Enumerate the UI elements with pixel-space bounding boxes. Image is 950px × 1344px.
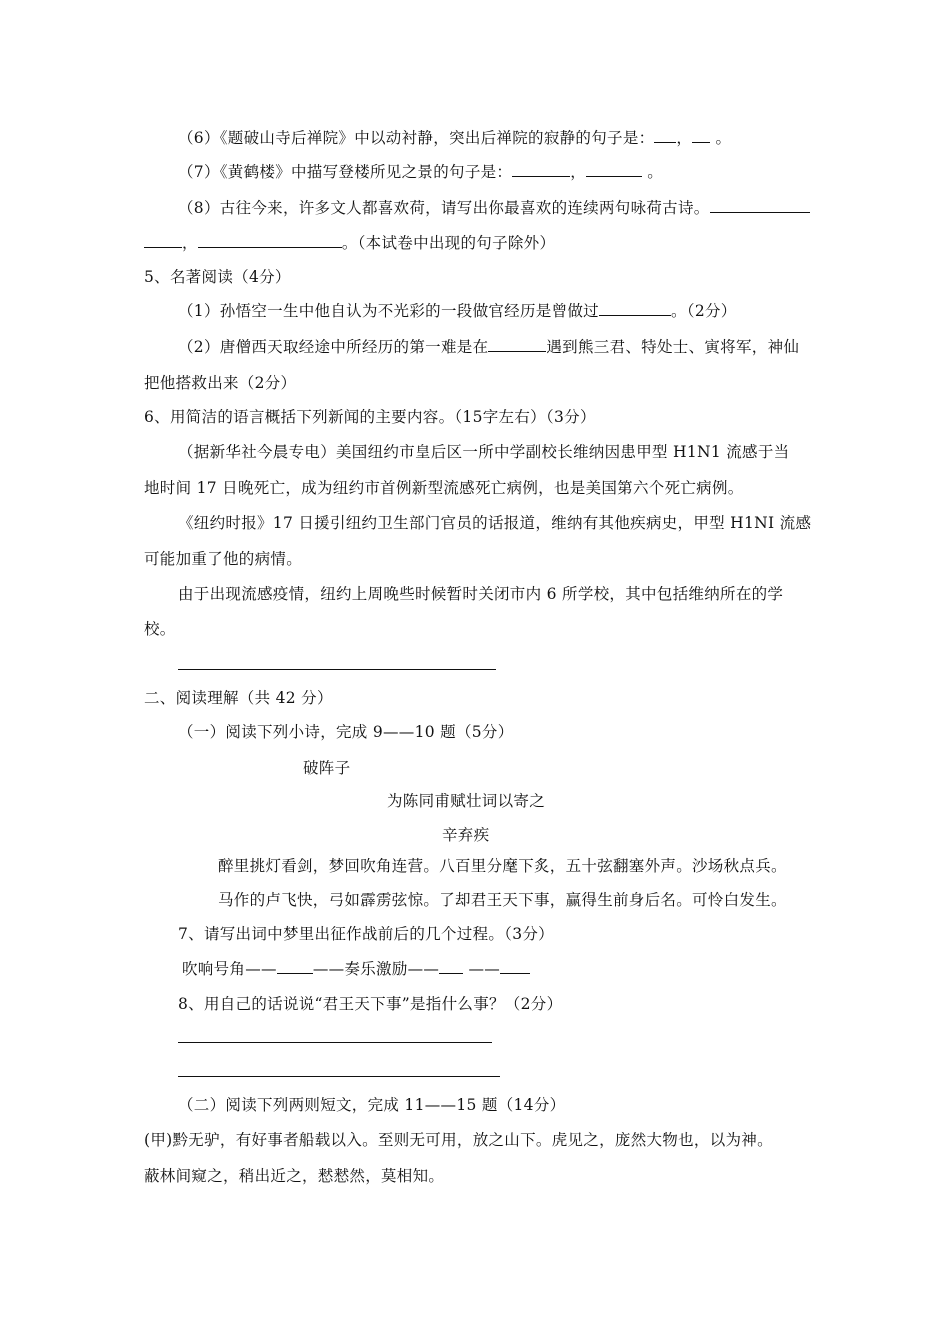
poem-line-2: 马作的卢飞快，弓如霹雳弦惊。了却君王天下事，赢得生前身后名。可怜白发生。 (218, 891, 787, 909)
answer-blank[interactable] (144, 233, 182, 248)
section-2-title: 二、阅读理解（共 42 分） (144, 689, 333, 707)
news-paragraph-1: （据新华社今晨专电）美国纽约市皇后区一所中学副校长维纳因患甲型 H1N1 流感于当 (178, 443, 790, 461)
answer-blank[interactable] (586, 162, 642, 177)
answer-blank[interactable] (439, 959, 463, 974)
answer-blank[interactable] (488, 337, 546, 352)
item-6-line: （6）《题破山寺后禅院》中以动衬静，突出后禅院的寂静的句子是： ， 。 (178, 129, 732, 147)
answer-line[interactable] (178, 1042, 492, 1043)
item-8-line-2: ， 。（本试卷中出现的句子除外） (144, 233, 555, 253)
answer-line[interactable] (178, 1076, 500, 1077)
q7-answer-line: 吹响号角—— ——奏乐激励—— —— (182, 959, 530, 979)
answer-blank[interactable] (654, 128, 676, 143)
part-2-title: （二）阅读下列两则短文，完成 11——15 题（14分） (178, 1096, 566, 1114)
q6-title: 6、用简洁的语言概括下列新闻的主要内容。（15字左右）（3分） (144, 408, 596, 426)
item-7-prompt: （7）《黄鹤楼》中描写登楼所见之景的句子是： (178, 163, 513, 181)
poem-author: 辛弃疾 (442, 826, 490, 844)
answer-blank[interactable] (692, 128, 710, 143)
passage-jia-line-1: (甲)黔无驴，有好事者船载以入。至则无可用，放之山下。虎见之，庞然大物也，以为神。 (144, 1131, 773, 1149)
answer-line[interactable] (178, 669, 496, 670)
q5-item-1: （1）孙悟空一生中他自认为不光彩的一段做官经历是曾做过 。（2分） (178, 302, 737, 320)
answer-blank[interactable] (198, 233, 342, 248)
item-8-prompt: （8）古往今来，许多文人都喜欢荷，请写出你最喜欢的连续两句咏荷古诗。 (178, 199, 710, 217)
passage-jia-line-2: 蔽林间窥之，稍出近之，慭慭然，莫相知。 (144, 1167, 445, 1185)
part-1-title: （一）阅读下列小诗，完成 9——10 题（5分） (178, 723, 514, 741)
item-7-line: （7）《黄鹤楼》中描写登楼所见之景的句子是： ， 。 (178, 163, 664, 181)
news-paragraph-1-cont: 地时间 17 日晚死亡，成为纽约市首例新型流感死亡病例，也是美国第六个死亡病例。 (144, 479, 744, 497)
q5-item-2-cont: 把他搭救出来（2分） (144, 374, 297, 392)
news-paragraph-2: 《纽约时报》17 日援引纽约卫生部门官员的话报道，维纳有其他疾病史，甲型 H1NI 流感 (178, 514, 812, 532)
q5-title: 5、名著阅读（4分） (144, 268, 291, 286)
news-paragraph-3: 由于出现流感疫情，纽约上周晚些时候暂时关闭市内 6 所学校，其中包括维纳所在的学 (178, 585, 784, 603)
answer-blank[interactable] (599, 301, 671, 316)
news-paragraph-3-cont: 校。 (144, 620, 176, 638)
answer-blank[interactable] (710, 198, 810, 213)
poem-line-1: 醉里挑灯看剑，梦回吹角连营。八百里分麾下炙，五十弦翻塞外声。沙场秋点兵。 (218, 857, 787, 875)
q8-title: 8、用自己的话说说“君王天下事”是指什么事？（2分） (178, 995, 563, 1013)
answer-blank[interactable] (277, 959, 313, 974)
poem-title: 破阵子 (303, 759, 351, 777)
poem-subtitle: 为陈同甫赋壮词以寄之 (387, 792, 546, 810)
news-paragraph-2-cont: 可能加重了他的病情。 (144, 550, 303, 568)
item-6-prompt: （6）《题破山寺后禅院》中以动衬静，突出后禅院的寂静的句子是： (178, 129, 655, 147)
item-8-line (178, 198, 810, 218)
answer-blank[interactable] (500, 959, 530, 974)
answer-blank[interactable] (512, 162, 570, 177)
q7-title: 7、请写出词中梦里出征作战前后的几个过程。（3分） (178, 925, 554, 943)
q5-item-2: （2）唐僧西天取经途中所经历的第一难是在 遇到熊三君、特处士、寅将军，神仙 (178, 338, 800, 356)
